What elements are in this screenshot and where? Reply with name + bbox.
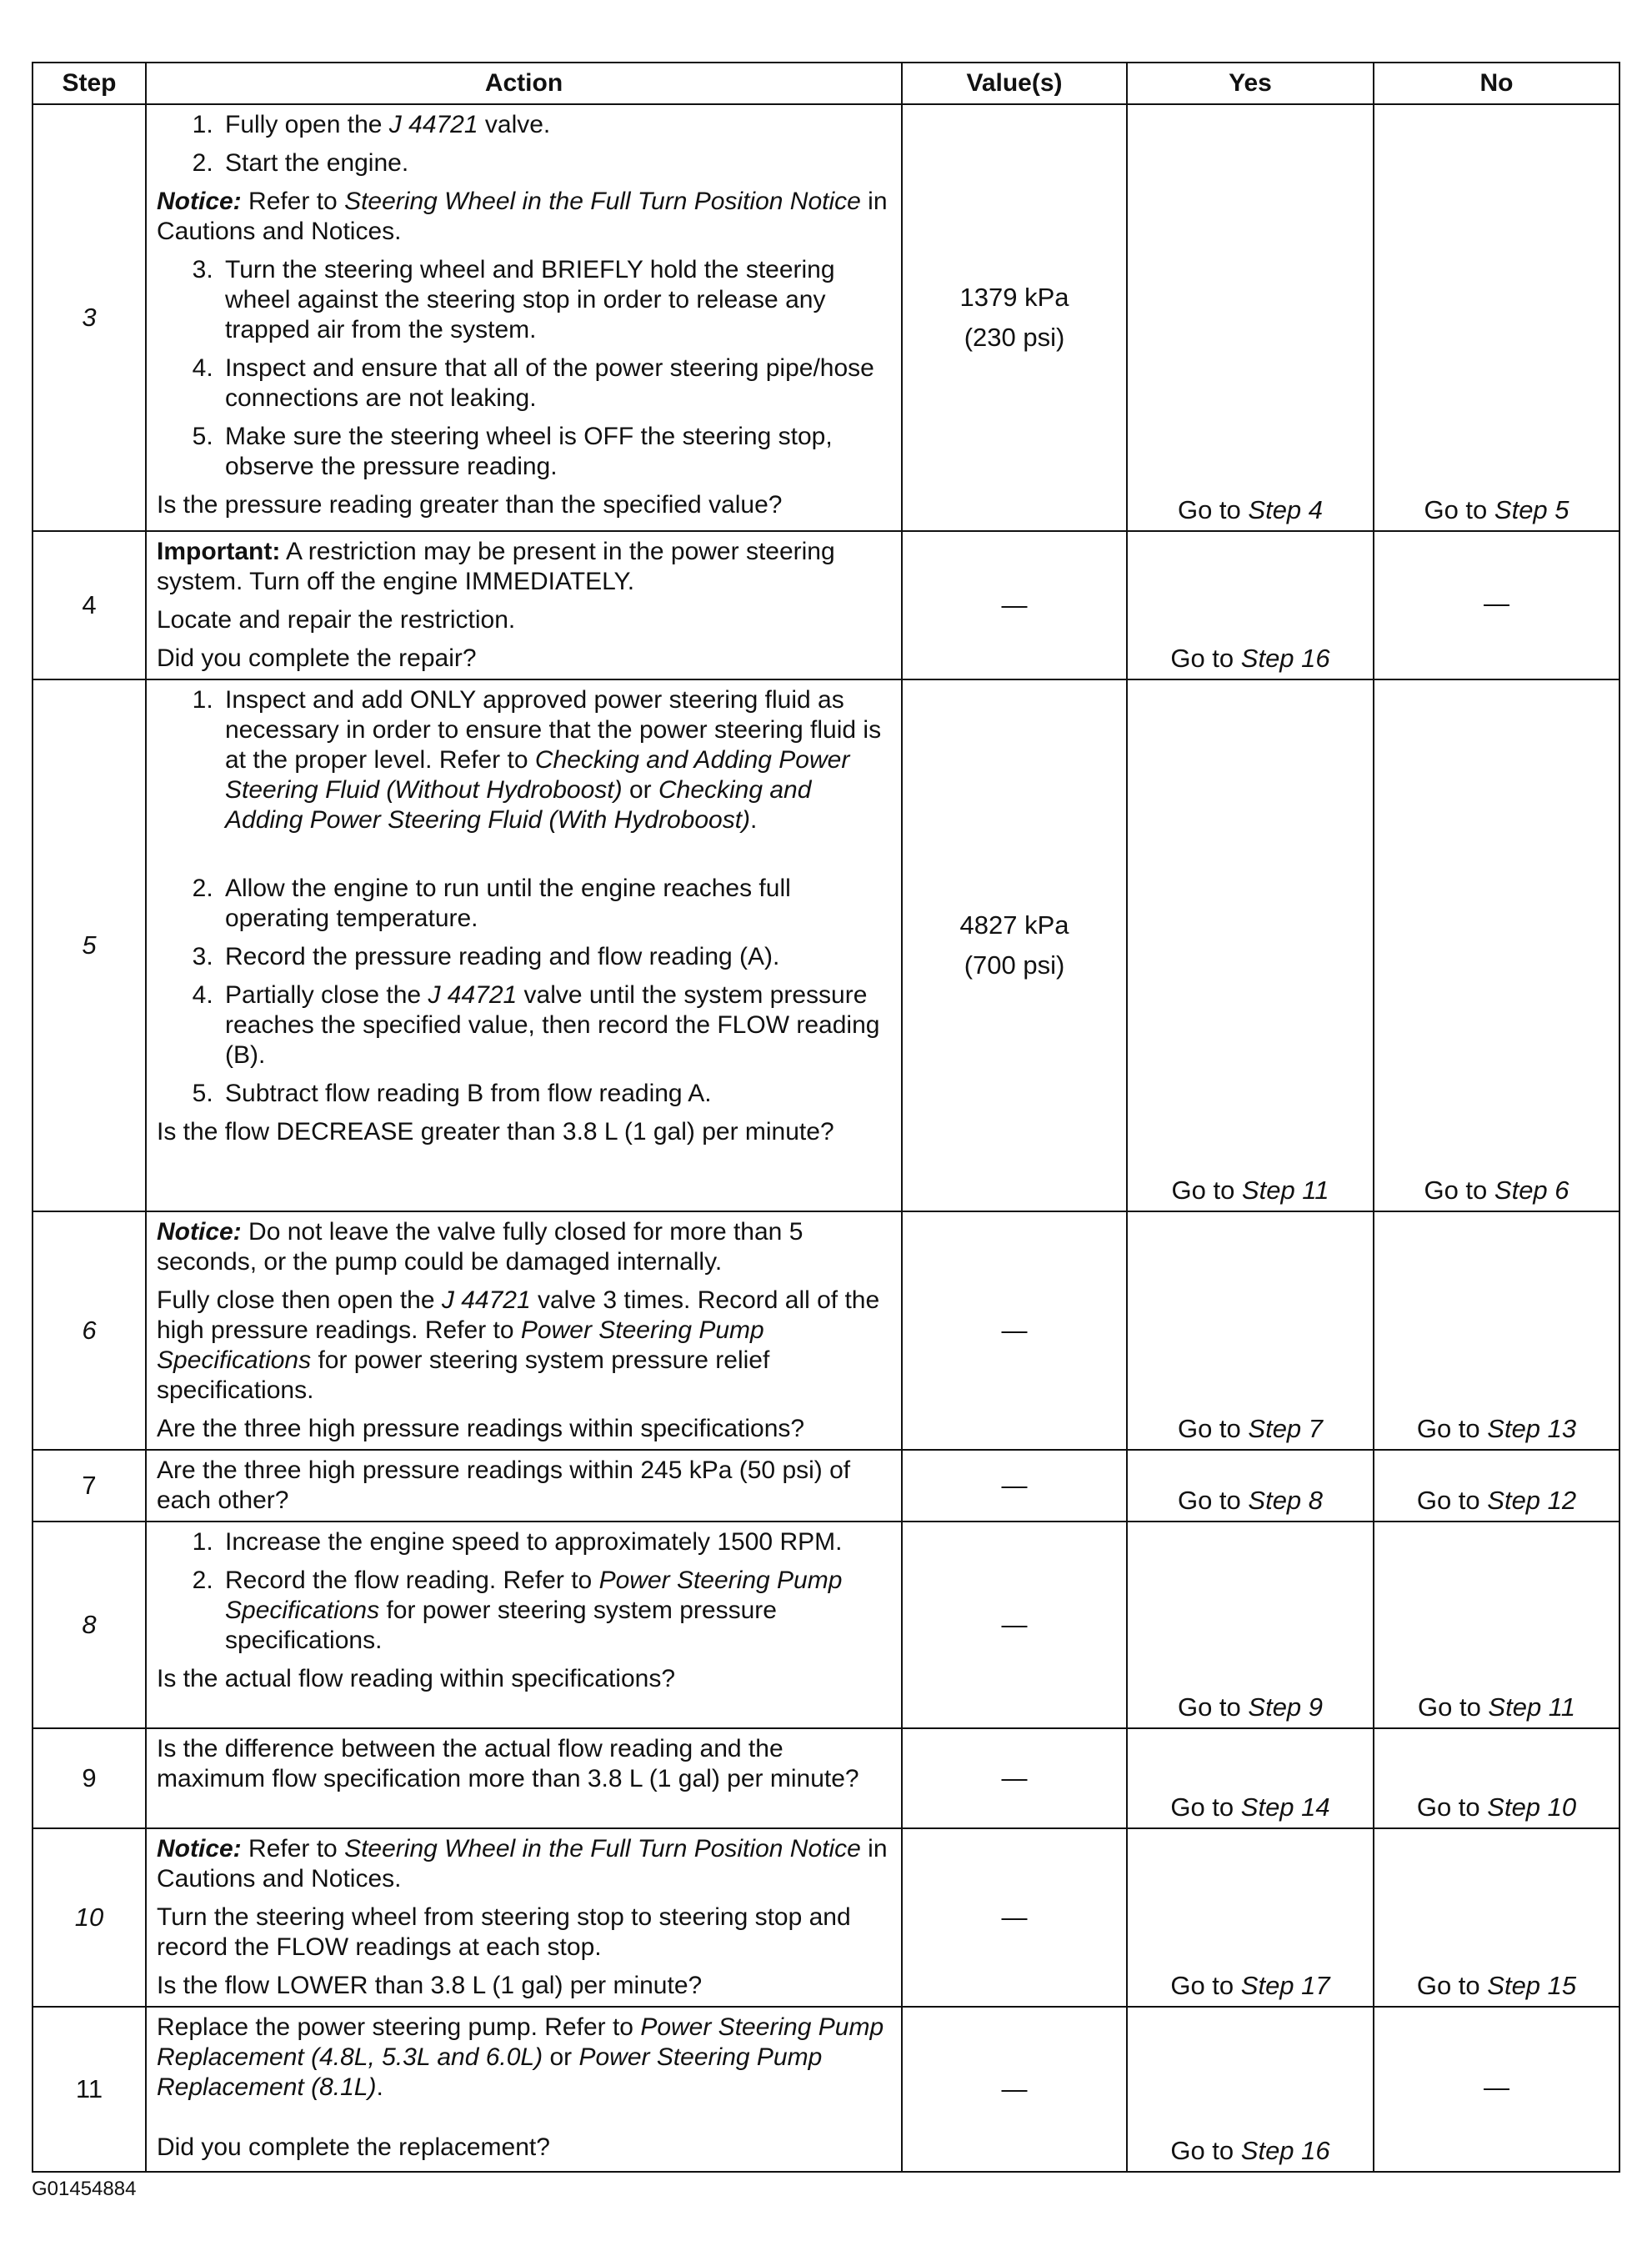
step-number: 8 (33, 1522, 146, 1728)
action-item: 1. Increase the engine speed to approximately 1500 RPM. (220, 1527, 893, 1557)
yes-cell: Go to Step 17 (1127, 1828, 1374, 2007)
action-item: 5. Make sure the steering wheel is OFF the steering stop, observe the pressure reading. (220, 422, 893, 482)
no-step-link: Step 11 (1488, 1692, 1575, 1722)
yes-step-link: Step 16 (1240, 643, 1330, 673)
step-number: 9 (33, 1728, 146, 1828)
no-step-link: Step 10 (1487, 1792, 1577, 1822)
diagnostic-table (32, 62, 1620, 2173)
step-number: 5 (33, 679, 146, 1211)
question-text: Did you complete the repair? (157, 644, 477, 672)
no-step-link: Step 12 (1487, 1485, 1577, 1515)
header-no: No (1374, 63, 1619, 104)
notice-text: Notice: Do not leave the valve fully closed for more than 5 seconds, or the pump could be damaged internally. (157, 1218, 803, 1276)
yes-step-link: Step 9 (1248, 1692, 1324, 1722)
action-cell (146, 679, 902, 1211)
no-step-link: Step 5 (1494, 494, 1569, 524)
yes-cell: Go to Step 14 (1127, 1728, 1374, 1828)
question-text: Is the pressure reading greater than the specified value? (157, 491, 783, 519)
yes-step-link: Step 4 (1248, 494, 1324, 524)
no-cell: Go to Step 13 (1374, 1211, 1619, 1450)
table-row-step-4 (33, 531, 1619, 679)
header-values: Value(s) (902, 63, 1127, 104)
action-text: Locate and repair the restriction. (157, 606, 516, 634)
question-text: Is the difference between the actual flow reading and the maximum flow specification more than 3.8 L (1 gal) per minute? (157, 1735, 859, 1792)
no-cell: Go to Step 5 (1374, 104, 1619, 531)
no-step-link: Step 15 (1487, 1970, 1577, 2000)
step-number: 10 (33, 1828, 146, 2007)
yes-cell: Go to Step 4 (1127, 104, 1374, 531)
table-row-step-11 (33, 2007, 1619, 2172)
yes-step-link: Step 7 (1248, 1413, 1324, 1443)
yes-cell: Go to Step 16 (1127, 2007, 1374, 2172)
step-number: 7 (33, 1450, 146, 1522)
yes-cell: Go to Step 8 (1127, 1450, 1374, 1522)
action-item: 1. Fully open the J 44721 valve. (220, 110, 893, 140)
table-row-step-5 (33, 679, 1619, 1211)
value-cell: — (902, 531, 1127, 679)
no-cell: Go to Step 15 (1374, 1828, 1619, 2007)
step-number: 4 (33, 531, 146, 679)
question-text: Is the flow DECREASE greater than 3.8 L (1 gal) per minute? (157, 1118, 834, 1146)
yes-cell: Go to Step 7 (1127, 1211, 1374, 1450)
action-cell (146, 1728, 902, 1828)
yes-step-link: Step 8 (1248, 1485, 1324, 1515)
action-item: 2. Record the flow reading. Refer to Power Steering Pump Specifications for power steering system pressure specifications. (220, 1566, 893, 1656)
no-cell: Go to Step 10 (1374, 1728, 1619, 1828)
value-cell: — (902, 1828, 1127, 2007)
yes-cell: Go to Step 16 (1127, 531, 1374, 679)
header-step: Step (33, 63, 146, 104)
table-row-step-9 (33, 1728, 1619, 1828)
question-text: Are the three high pressure readings within specifications? (157, 1415, 805, 1442)
action-cell (146, 104, 902, 531)
table-row-step-8 (33, 1522, 1619, 1728)
action-text: Turn the steering wheel from steering stop to steering stop and record the FLOW readings at each stop. (157, 1903, 851, 1961)
yes-cell: Go to Step 11 (1127, 679, 1374, 1211)
table-row-step-7 (33, 1450, 1619, 1522)
action-text: Fully close then open the J 44721 valve 3 times. Record all of the high pressure readings. Refer to Power Steering Pump Specifications for power steering system pressure relief specifications. (157, 1286, 880, 1404)
action-item: 2. Allow the engine to run until the engine reaches full operating temperature. (220, 874, 893, 934)
header-action: Action (146, 63, 902, 104)
value-cell: 4827 kPa (700 psi) (902, 679, 1127, 1211)
step-number: 11 (33, 2007, 146, 2172)
value-cell: — (902, 1728, 1127, 1828)
action-cell (146, 1828, 902, 2007)
no-step-link: Step 13 (1487, 1413, 1577, 1443)
action-item: 3. Turn the steering wheel and BRIEFLY hold the steering wheel against the steering stop in order to release any trapped air from the system. (220, 255, 893, 345)
value-cell: — (902, 1450, 1127, 1522)
action-item: 4. Partially close the J 44721 valve until the system pressure reaches the specified value, then record the FLOW reading (B). (220, 980, 893, 1070)
value-cell: 1379 kPa (230 psi) (902, 104, 1127, 531)
yes-step-link: Step 16 (1240, 2135, 1330, 2165)
header-yes: Yes (1127, 63, 1374, 104)
table-row-step-3 (33, 104, 1619, 531)
action-cell (146, 1450, 902, 1522)
no-cell: Go to Step 12 (1374, 1450, 1619, 1522)
step-number: 6 (33, 1211, 146, 1450)
yes-step-link: Step 14 (1240, 1792, 1330, 1822)
action-item: 1. Inspect and add ONLY approved power steering fluid as necessary in order to ensure that the power steering fluid is at the proper level. Refer to Checking and Adding Power Steering Fluid (Without Hydroboost) or Checking and Adding Power Steering Fluid (With Hydroboost). (220, 685, 893, 865)
action-cell (146, 1522, 902, 1728)
notice-text: Notice: Refer to Steering Wheel in the Full Turn Position Notice in Cautions and Notices. (157, 1835, 888, 1893)
yes-cell: Go to Step 9 (1127, 1522, 1374, 1728)
notice-text: Notice: Refer to Steering Wheel in the Full Turn Position Notice in Cautions and Notices. (157, 188, 888, 245)
diagnostic-table-sheet (32, 62, 1619, 2173)
action-cell (146, 531, 902, 679)
figure-id: G01454884 (32, 2178, 137, 2200)
action-text: Replace the power steering pump. Refer to Power Steering Pump Replacement (4.8L, 5.3L and 6.0L) or Power Steering Pump Replacement (8.1L). (157, 2013, 884, 2101)
question-text: Are the three high pressure readings within 245 kPa (50 psi) of each other? (157, 1456, 851, 1514)
action-cell (146, 2007, 902, 2172)
question-text: Did you complete the replacement? (157, 2133, 550, 2161)
action-item: 4. Inspect and ensure that all of the power steering pipe/hose connections are not leaking. (220, 353, 893, 414)
no-step-link: Step 6 (1494, 1175, 1569, 1205)
no-cell: — (1374, 531, 1619, 679)
yes-step-link: Step 11 (1241, 1175, 1329, 1205)
no-cell: — (1374, 2007, 1619, 2172)
action-item: 3. Record the pressure reading and flow reading (A). (220, 942, 893, 972)
action-item: 2. Start the engine. (220, 148, 893, 178)
question-text: Is the flow LOWER than 3.8 L (1 gal) per minute? (157, 1972, 703, 1999)
value-cell: — (902, 1522, 1127, 1728)
table-row-step-10 (33, 1828, 1619, 2007)
step-number: 3 (33, 104, 146, 531)
question-text: Is the actual flow reading within specifications? (157, 1665, 676, 1692)
value-cell: — (902, 2007, 1127, 2172)
action-item: 5. Subtract flow reading B from flow reading A. (220, 1079, 893, 1109)
table-row-step-6 (33, 1211, 1619, 1450)
no-cell: Go to Step 11 (1374, 1522, 1619, 1728)
action-cell (146, 1211, 902, 1450)
value-cell: — (902, 1211, 1127, 1450)
yes-step-link: Step 17 (1240, 1970, 1330, 2000)
important-text: Important: A restriction may be present in the power steering system. Turn off the engine IMMEDIATELY. (157, 538, 835, 595)
table-header-row (33, 63, 1619, 104)
no-cell: Go to Step 6 (1374, 679, 1619, 1211)
